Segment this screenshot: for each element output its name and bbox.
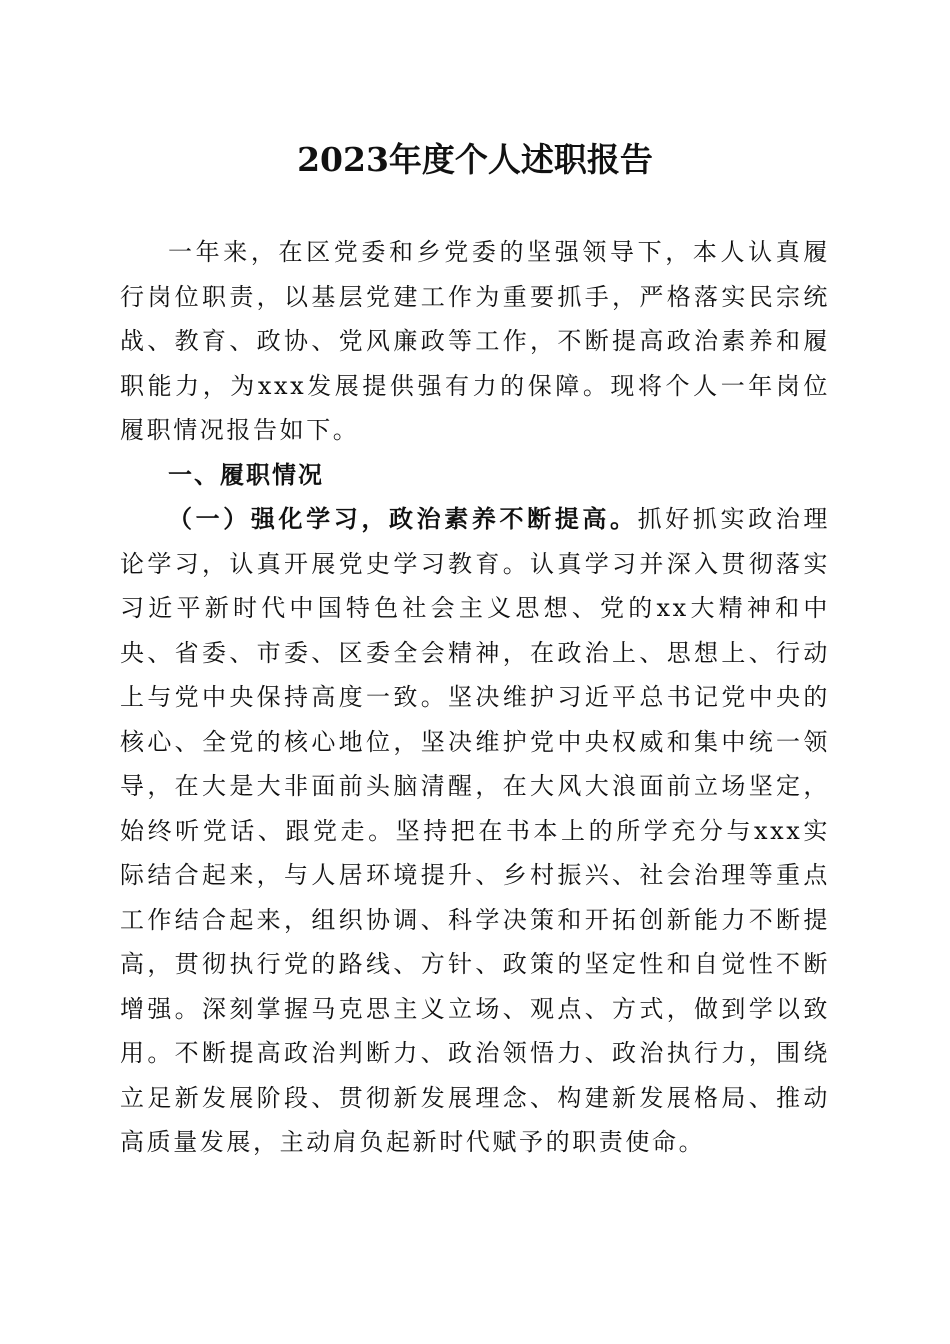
- document-body: [120, 230, 830, 1165]
- intro-paragraph: 一年来，在区党委和乡党委的坚强领导下，本人认真履行岗位职责，以基层党建工作为重要抓手，严格落实民宗统战、教育、政协、党风廉政等工作，不断提高政治素养和履职能力，为xxx发展提供强有力的保障。现将个人一年岗位履职情况报告如下。: [120, 238, 830, 444]
- section-paragraph: [120, 497, 830, 1165]
- section-heading: 一、履职情况: [168, 459, 324, 489]
- subsection-lead: （一）强化学习，政治素养不断提高。: [168, 504, 638, 533]
- document-title: 2023年度个人述职报告: [297, 140, 653, 179]
- subsection-text: 抓好抓实政治理论学习，认真开展党史学习教育。认真学习并深入贯彻落实习近平新时代中国特色社会主义思想、党的xx大精神和中央、省委、市委、区委全会精神，在政治上、思想上、行动上与党中央保持高度一致。坚决维护习近平总书记党中央的核心、全党的核心地位，坚决维护党中央权威和集中统一领导，在大是大非面前头脑清醒，在大风大浪面前立场坚定，始终听党话、跟党走。坚持把在书本上的所学充分与xxx实际结合起来，与人居环境提升、乡村振兴、社会治理等重点工作结合起来，组织协调、科学决策和开拓创新能力不断提高，贯彻执行党的路线、方针、政策的坚定性和自觉性不断增强。深刻掌握马克思主义立场、观点、方式，做到学以致用。不断提高政治判断力、政治领悟力、政治执行力，围绕立足新发展阶段、贯彻新发展理念、构建新发展格局、推动高质量发展，主动肩负起新时代赋予的职责使命。: [120, 505, 830, 1156]
